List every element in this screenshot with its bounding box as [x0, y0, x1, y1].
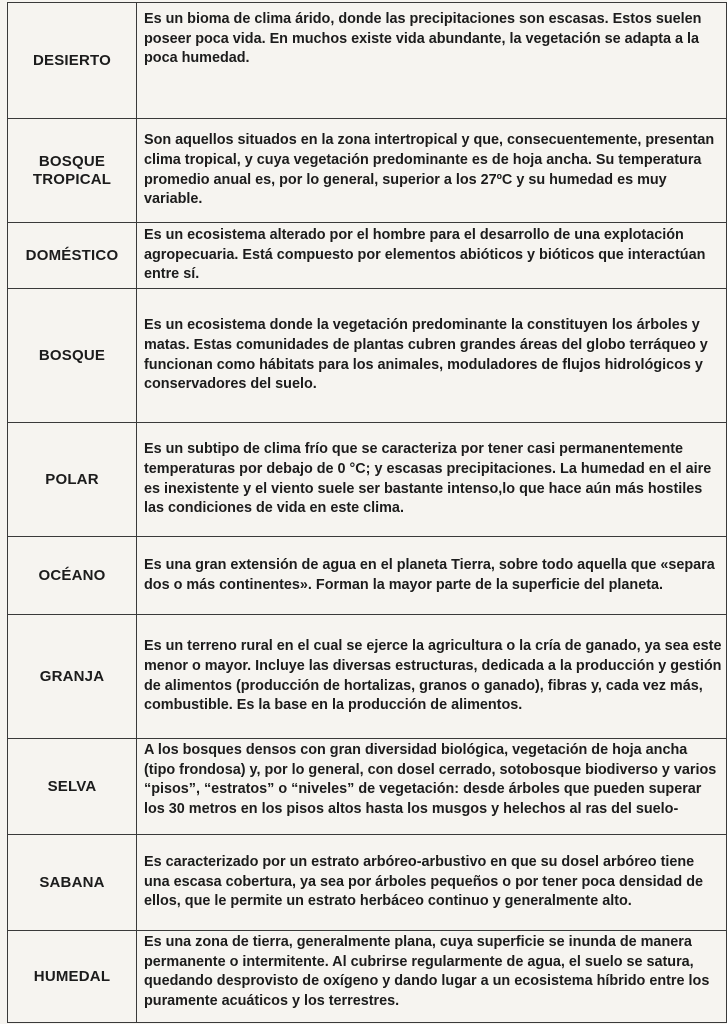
- definition-cell: Es caracterizado por un estrato arbóreo-arbustivo en que su dosel arbóreo tiene una escasa cobertura, ya sea por árboles pequeños o por tener poca densidad de ellos, que le permite un estrato herbáceo continuo y generalmente alto.: [137, 835, 727, 931]
- term-label: BOSQUE TROPICAL: [32, 152, 112, 188]
- table-row-selva: [8, 739, 727, 835]
- definition-cell: Es un ecosistema alterado por el hombre para el desarrollo de una explotación agropecuaria. Está compuesto por elementos abióticos y bióticos que interactúan entre sí.: [137, 223, 727, 289]
- term-cell: [8, 835, 137, 931]
- term-cell: [8, 537, 137, 615]
- term-label: DOMÉSTICO: [25, 246, 119, 264]
- term-label: SABANA: [39, 873, 105, 891]
- definition-cell: Es un ecosistema donde la vegetación predominante la constituyen los árboles y matas. Estas comunidades de plantas cubren grandes áreas del globo terráqueo y funcionan como hábitats para los animales, moduladores de flujos hidrológicos y conservadores del suelo.: [137, 289, 727, 423]
- term-label: HUMEDAL: [33, 967, 111, 985]
- term-label: GRANJA: [39, 667, 105, 685]
- term-cell: [8, 223, 137, 289]
- term-cell: [8, 119, 137, 223]
- term-label: BOSQUE: [38, 346, 106, 364]
- definition-cell: Es un subtipo de clima frío que se caracteriza por tener casi permanentemente temperaturas por debajo de 0 °C; y escasas precipitaciones. La humedad en el aire es inexistente y el viento suele ser bastante intenso,lo que hace aún más hostiles las condiciones de vida en este clima.: [137, 423, 727, 537]
- term-cell: [8, 3, 137, 119]
- term-cell: [8, 739, 137, 835]
- table-row-bosque: [8, 289, 727, 423]
- table-row-bosque-tropical: [8, 119, 727, 223]
- table-row-polar: [8, 423, 727, 537]
- term-label: OCÉANO: [38, 566, 106, 584]
- definition-cell: Es una gran extensión de agua en el planeta Tierra, sobre todo aquella que «separa dos o más continentes». Forman la mayor parte de la superficie del planeta.: [137, 537, 727, 615]
- table-row-oceano: [8, 537, 727, 615]
- definition-cell: A los bosques densos con gran diversidad biológica, vegetación de hoja ancha (tipo frondosa) y, por lo general, con dosel cerrado, sotobosque biodiverso y varios “pisos”, “estratos” o “niveles” de vegetación: desde árboles que pueden superar los 30 metros en los pisos altos hasta los musgos y helechos al ras del suelo-: [137, 739, 727, 835]
- table-row-desierto: [8, 3, 727, 119]
- table-row-domestico: [8, 223, 727, 289]
- definition-cell: Son aquellos situados en la zona intertropical y que, consecuentemente, presentan clima tropical, y cuya vegetación predominante es de hoja ancha. Su temperatura promedio anual es, por lo general, superior a los 27ºC y su humedad es muy variable.: [137, 119, 727, 223]
- term-label: POLAR: [45, 470, 99, 488]
- term-cell: [8, 931, 137, 1023]
- definition-cell: Es un bioma de clima árido, donde las precipitaciones son escasas. Estos suelen poseer poca vida. En muchos existe vida abundante, la vegetación se adapta a la poca humedad.: [137, 3, 727, 119]
- definition-cell: Es una zona de tierra, generalmente plana, cuya superficie se inunda de manera permanente o intermitente. Al cubrirse regularmente de agua, el suelo se satura, quedando desprovisto de oxígeno y dando lugar a un ecosistema híbrido entre los puramente acuáticos y los terrestres.: [137, 931, 727, 1023]
- term-label: SELVA: [47, 777, 97, 795]
- term-cell: [8, 289, 137, 423]
- table-row-granja: [8, 615, 727, 739]
- term-label: DESIERTO: [32, 51, 111, 69]
- term-cell: [8, 615, 137, 739]
- biome-definitions-table: [7, 2, 727, 1023]
- definition-cell: Es un terreno rural en el cual se ejerce la agricultura o la cría de ganado, ya sea este menor o mayor. Incluye las diversas estructuras, dedicada a la producción y gestión de alimentos (producción de hortalizas, granos o ganado), fibras y, cada vez más, combustible. Es la base en la producción de alimentos.: [137, 615, 727, 739]
- table-row-sabana: [8, 835, 727, 931]
- term-cell: [8, 423, 137, 537]
- table-row-humedal: [8, 931, 727, 1023]
